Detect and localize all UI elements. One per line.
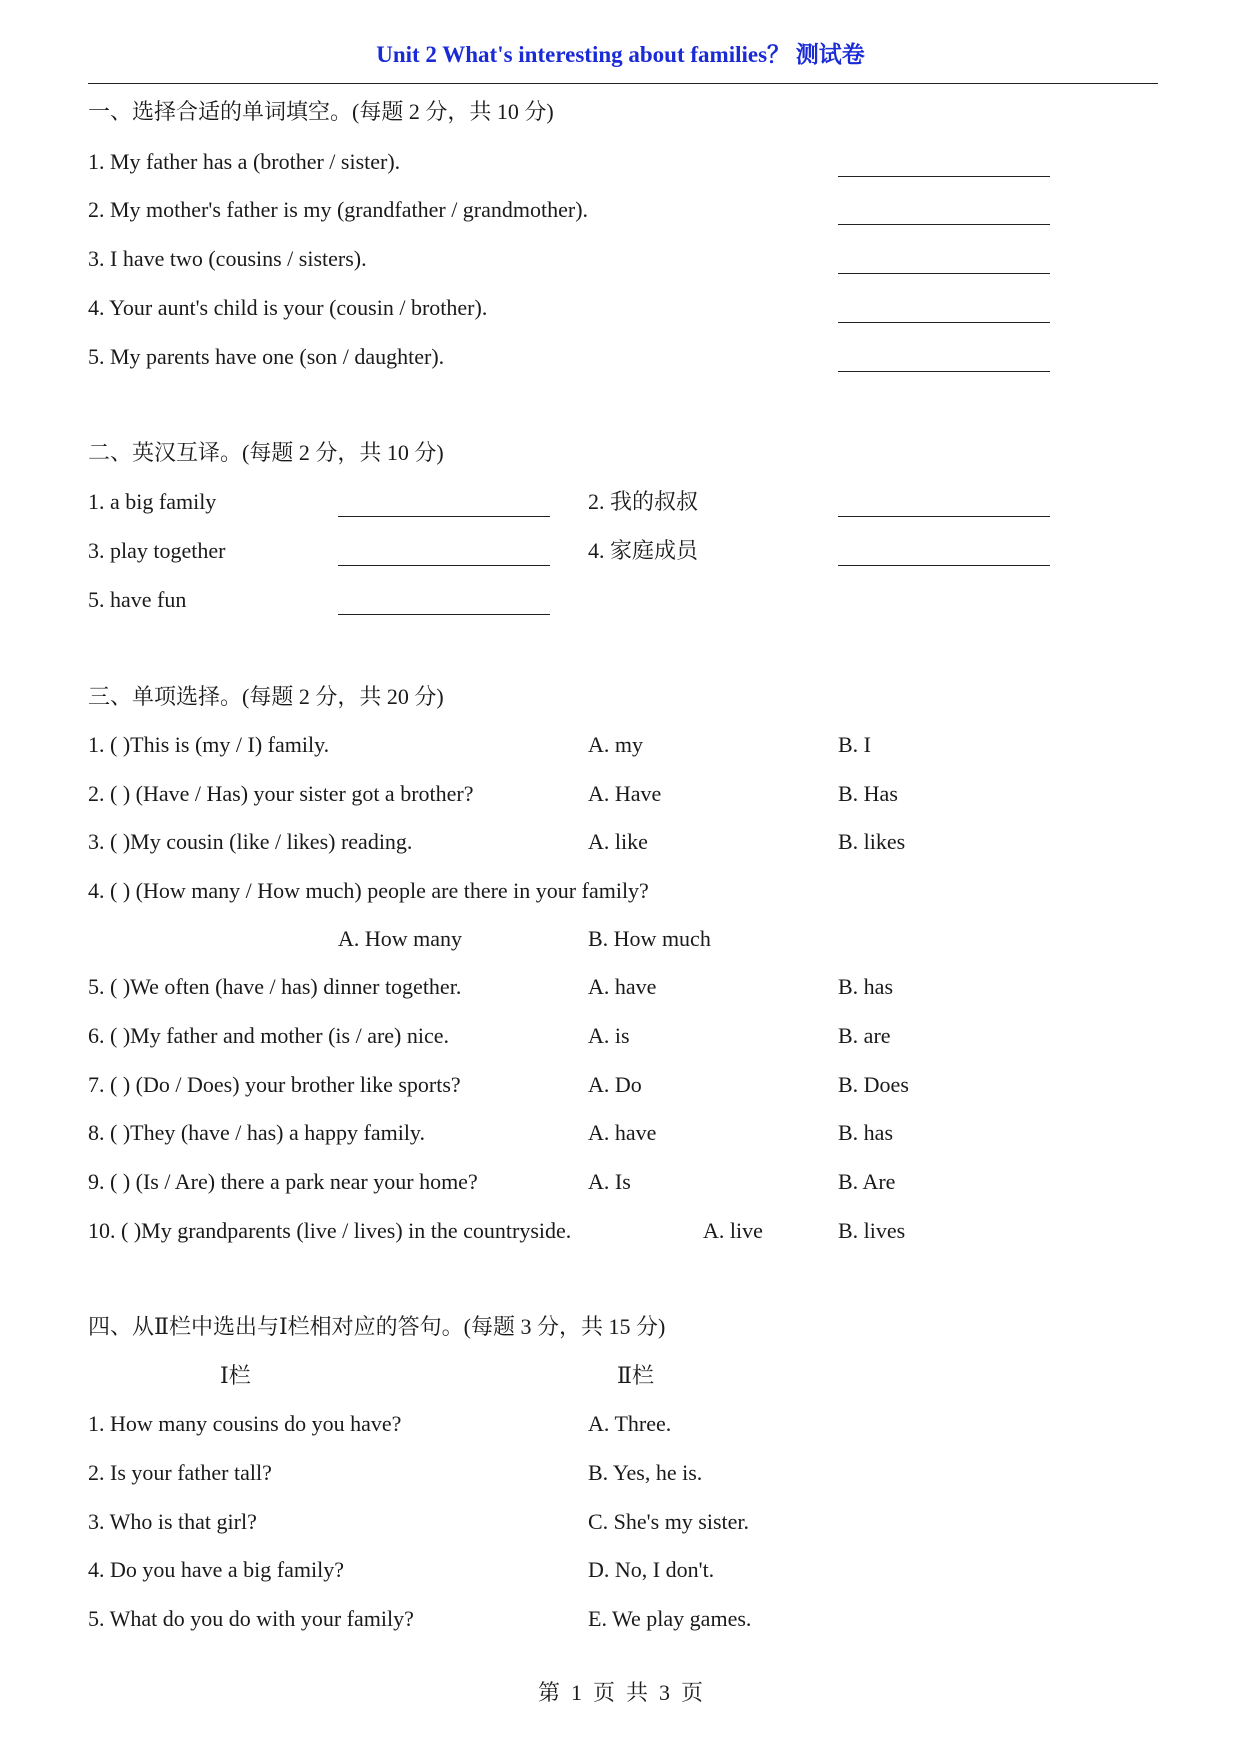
section1-item-2: 2. My mother's father is my (grandfather / grandmother).: [88, 197, 589, 222]
question-2: 2. ( ) (Have / Has) your sister got a brother?: [88, 781, 474, 806]
option-b[interactable]: B. has: [838, 1120, 893, 1145]
match-question-1: 1. How many cousins do you have?: [88, 1411, 402, 1436]
option-b[interactable]: B. are: [838, 1023, 891, 1048]
question-5: 5. ( )We often (have / has) dinner together.: [88, 974, 462, 999]
section2-heading: 二、英汉互译。(每题 2 分，共 10 分): [88, 440, 444, 465]
option-b[interactable]: B. lives: [838, 1218, 906, 1243]
column-2-label: Ⅱ栏: [617, 1363, 654, 1388]
question-7: 7. ( ) (Do / Does) your brother like sports?: [88, 1072, 461, 1097]
section1-item-5: 5. My parents have one (son / daughter).: [88, 344, 445, 369]
header-divider: [88, 83, 1158, 84]
answer-blank[interactable]: [838, 371, 1050, 372]
section1-item-1: 1. My father has a (brother / sister).: [88, 149, 401, 174]
match-question-4: 4. Do you have a big family?: [88, 1557, 344, 1582]
match-answer-e: E. We play games.: [588, 1606, 752, 1631]
option-a[interactable]: A. How many: [338, 926, 463, 951]
column-1-label: Ⅰ栏: [220, 1363, 251, 1388]
option-a[interactable]: A. Have: [588, 781, 662, 806]
answer-blank[interactable]: [338, 614, 550, 615]
option-b[interactable]: B. I: [838, 732, 871, 757]
option-a[interactable]: A. is: [588, 1023, 630, 1048]
answer-blank[interactable]: [338, 565, 550, 566]
match-question-3: 3. Who is that girl?: [88, 1509, 257, 1534]
question-3: 3. ( )My cousin (like / likes) reading.: [88, 829, 413, 854]
match-answer-b: B. Yes, he is.: [588, 1460, 703, 1485]
answer-blank[interactable]: [838, 224, 1050, 225]
option-a[interactable]: A. Is: [588, 1169, 631, 1194]
option-b[interactable]: B. Are: [838, 1169, 896, 1194]
option-a[interactable]: A. live: [703, 1218, 763, 1243]
option-a[interactable]: A. have: [588, 1120, 657, 1145]
question-8: 8. ( )They (have / has) a happy family.: [88, 1120, 426, 1145]
match-answer-d: D. No, I don't.: [588, 1557, 715, 1582]
option-b[interactable]: B. Has: [838, 781, 898, 806]
match-question-5: 5. What do you do with your family?: [88, 1606, 414, 1631]
option-a[interactable]: A. have: [588, 974, 657, 999]
question-4: 4. ( ) (How many / How much) people are there in your family?: [88, 878, 649, 903]
section4-heading: 四、从Ⅱ栏中选出与Ⅰ栏相对应的答句。(每题 3 分，共 15 分): [88, 1314, 666, 1339]
section1-item-3: 3. I have two (cousins / sisters).: [88, 246, 367, 271]
match-answer-a: A. Three.: [588, 1411, 672, 1436]
match-question-2: 2. Is your father tall?: [88, 1460, 272, 1485]
section1-item-4: 4. Your aunt's child is your (cousin / brother).: [88, 295, 488, 320]
option-a[interactable]: A. Do: [588, 1072, 642, 1097]
option-b[interactable]: B. has: [838, 974, 893, 999]
answer-blank[interactable]: [838, 322, 1050, 323]
option-b[interactable]: B. How much: [588, 926, 711, 951]
answer-blank[interactable]: [838, 176, 1050, 177]
question-6: 6. ( )My father and mother (is / are) nice.: [88, 1023, 450, 1048]
section2-item-1: 1. a big family: [88, 489, 217, 514]
option-b[interactable]: B. likes: [838, 829, 906, 854]
match-answer-c: C. She's my sister.: [588, 1509, 750, 1534]
section3-heading: 三、单项选择。(每题 2 分，共 20 分): [88, 684, 444, 709]
page-number: 第 1 页 共 3 页: [537, 1680, 703, 1705]
option-b[interactable]: B. Does: [838, 1072, 909, 1097]
section1-heading: 一、选择合适的单词填空。(每题 2 分，共 10 分): [88, 99, 554, 124]
answer-blank[interactable]: [338, 516, 550, 517]
question-9: 9. ( ) (Is / Are) there a park near your home?: [88, 1169, 478, 1194]
question-10: 10. ( )My grandparents (live / lives) in the countryside.: [88, 1218, 572, 1243]
answer-blank[interactable]: [838, 565, 1050, 566]
section2-item-4: 4. 家庭成员: [588, 538, 699, 563]
page-title: Unit 2 What's interesting about families？ 测试卷: [376, 42, 865, 67]
answer-blank[interactable]: [838, 273, 1050, 274]
answer-blank[interactable]: [838, 516, 1050, 517]
option-a[interactable]: A. my: [588, 732, 643, 757]
section2-item-2: 2. 我的叔叔: [588, 489, 699, 514]
section2-item-5: 5. have fun: [88, 587, 187, 612]
section2-item-3: 3. play together: [88, 538, 226, 563]
option-a[interactable]: A. like: [588, 829, 648, 854]
question-1: 1. ( )This is (my / I) family.: [88, 732, 330, 757]
